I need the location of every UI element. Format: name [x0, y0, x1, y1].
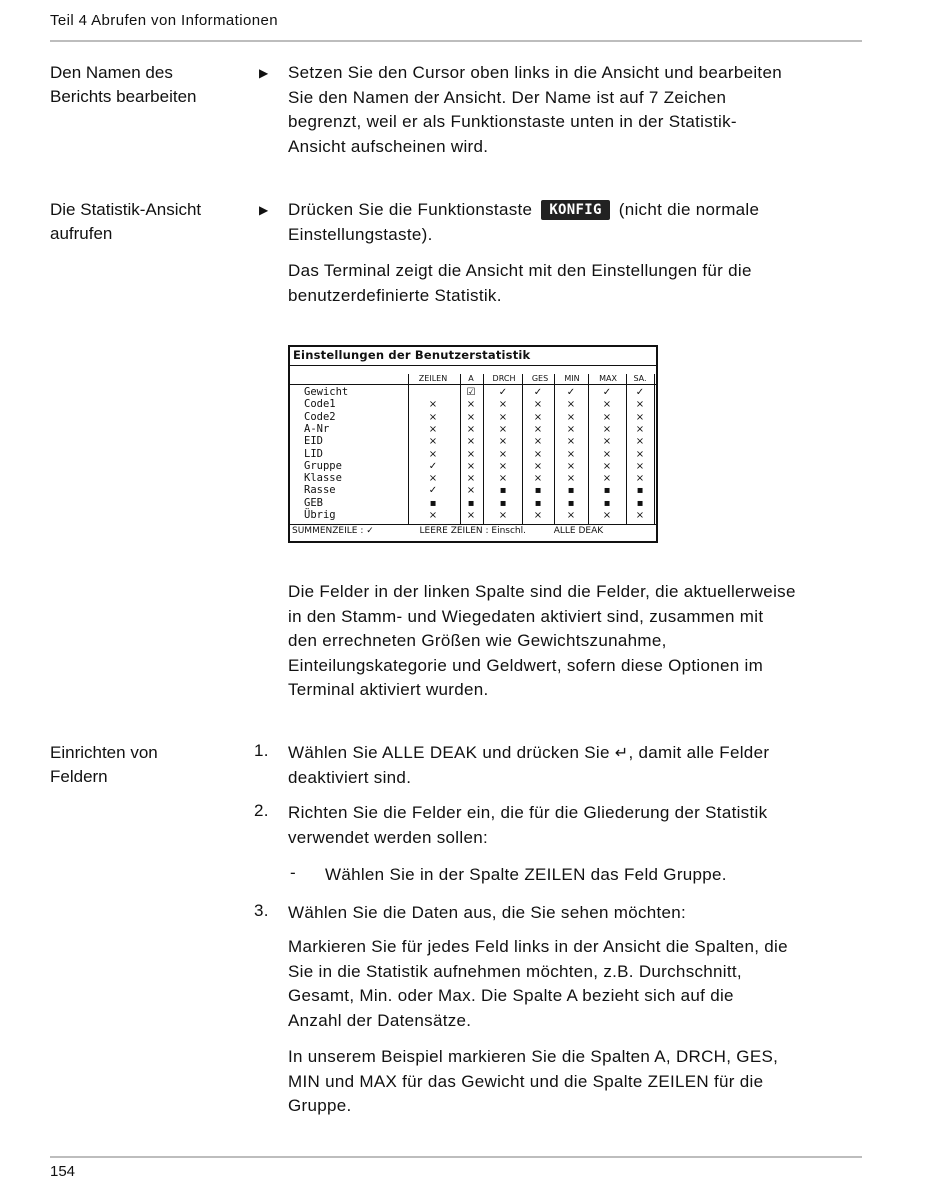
terminal-cell: ×	[466, 485, 476, 497]
terminal-field-name: LID	[304, 447, 323, 460]
text-line: begrenzt, weil er als Funktionstaste unten in der Statistik-	[288, 112, 737, 131]
terminal-cell: ×	[635, 448, 645, 460]
terminal-cell: ×	[498, 399, 508, 411]
text-line: Setzen Sie den Cursor oben links in die Ansicht und bearbeiten	[288, 63, 782, 82]
terminal-cell: ▪	[636, 497, 644, 509]
terminal-column-header: MAX	[599, 374, 617, 383]
terminal-cell: ×	[466, 448, 476, 460]
bullet-arrow-icon: ▶	[259, 66, 269, 80]
terminal-column-divider	[626, 374, 627, 525]
text-line: den errechneten Größen wie Gewichtszunahme,	[288, 631, 667, 650]
side-title-line: Einrichten von	[50, 743, 158, 762]
terminal-cell: ×	[635, 423, 645, 435]
terminal-divider	[290, 524, 656, 525]
text-line: benutzerdefinierte Statistik.	[288, 285, 502, 305]
terminal-cell: ✓	[428, 460, 438, 472]
terminal-cell: ×	[498, 473, 508, 485]
summenzeile: SUMMENZEILE : ✓	[292, 526, 374, 536]
text-line: deaktiviert sind.	[288, 767, 412, 787]
terminal-cell: ×	[566, 423, 576, 435]
terminal-column-header: MIN	[564, 374, 580, 383]
terminal-title: Einstellungen der Benutzerstatistik	[293, 348, 531, 362]
dash-marker: -	[290, 863, 296, 882]
step-3-para1	[288, 935, 848, 1033]
text-line: Die Felder in der linken Spalte sind die Felder, die aktuellerweise	[288, 582, 796, 601]
terminal-cell: ▪	[499, 485, 507, 497]
terminal-cell: ×	[533, 510, 543, 521]
text-line: Richten Sie die Felder ein, die für die Gliederung der Statistik	[288, 803, 768, 822]
terminal-cell: ▪	[534, 497, 542, 509]
terminal-cell: ▪	[603, 497, 611, 509]
terminal-cell: ×	[466, 510, 476, 521]
text-line: Anzahl der Datensätze.	[288, 1010, 472, 1030]
terminal-cell: ×	[466, 423, 476, 435]
enter-key-icon: ↵	[614, 743, 629, 762]
terminal-cell: ×	[498, 460, 508, 472]
terminal-cell: ▪	[636, 485, 644, 497]
text-line	[288, 198, 848, 223]
text-line: Gruppe.	[288, 1096, 352, 1115]
text-line: Gesamt, Min. oder Max. Die Spalte A bezieht sich auf die	[288, 986, 734, 1005]
terminal-field-name: Klasse	[304, 472, 342, 485]
terminal-cell: ×	[602, 473, 612, 485]
text-line: Markieren Sie für jedes Feld links in der Ansicht die Spalten, die	[288, 937, 788, 956]
terminal-cell: ×	[602, 411, 612, 423]
terminal-screenshot	[288, 345, 658, 543]
terminal-cell: ×	[533, 448, 543, 460]
side-title-open-view	[50, 198, 240, 246]
step-3-para2	[288, 1045, 848, 1119]
terminal-cell: ×	[635, 399, 645, 411]
text-line: verwendet werden sollen:	[288, 827, 488, 847]
terminal-field-name: Code2	[304, 410, 336, 423]
terminal-column-divider	[588, 374, 589, 525]
text-line: Ansicht aufscheinen wird.	[288, 136, 489, 156]
terminal-cell: ✓	[635, 387, 645, 398]
terminal-intro	[288, 259, 848, 308]
terminal-cell: ×	[533, 411, 543, 423]
bullet-post: (nicht die normale	[618, 200, 760, 219]
terminal-cell: ×	[566, 510, 576, 521]
terminal-cell: ×	[498, 510, 508, 521]
side-title-line: Den Namen des	[50, 63, 173, 82]
terminal-cell: ☑	[466, 387, 476, 398]
leere-zeilen: LEERE ZEILEN : Einschl.	[419, 526, 526, 536]
terminal-cell: ×	[533, 399, 543, 411]
side-title-setup-fields	[50, 741, 240, 789]
terminal-cell: ×	[466, 473, 476, 485]
text-line: Das Terminal zeigt die Ansicht mit den Einstellungen für die	[288, 261, 752, 280]
text-line: Sie den Namen der Ansicht. Der Name ist auf 7 Zeichen	[288, 87, 727, 107]
terminal-cell: ×	[566, 473, 576, 485]
terminal-cell: ✓	[602, 387, 612, 398]
step-number: 1.	[254, 741, 269, 760]
terminal-column-divider	[522, 374, 523, 525]
terminal-cell: ×	[566, 436, 576, 448]
step-1-text	[288, 741, 848, 790]
header-rule	[50, 40, 862, 42]
terminal-cell: ✓	[533, 387, 543, 398]
terminal-cell: ▪	[534, 485, 542, 497]
terminal-cell: ✓	[566, 387, 576, 398]
terminal-cell: ×	[602, 399, 612, 411]
alle-deak: ALLE DEAK	[553, 526, 604, 536]
step-3-text	[288, 901, 848, 926]
terminal-cell: ×	[428, 448, 438, 460]
terminal-cell: ▪	[499, 497, 507, 509]
terminal-cell: ▪	[467, 497, 475, 509]
footer-rule	[50, 1156, 862, 1158]
terminal-cell: ×	[635, 460, 645, 472]
terminal-cell: ×	[602, 448, 612, 460]
text-line: in den Stamm- und Wiegedaten aktiviert sind, zusammen mit	[288, 606, 764, 626]
terminal-cell: ×	[533, 423, 543, 435]
terminal-footer	[292, 526, 603, 536]
terminal-column-header: ZEILEN	[418, 374, 448, 383]
page-number: 154	[50, 1163, 76, 1180]
terminal-cell: ×	[466, 460, 476, 472]
terminal-cell: ×	[428, 399, 438, 411]
terminal-field-name: Gewicht	[304, 386, 349, 398]
terminal-field-name: Code1	[304, 398, 336, 411]
terminal-cell: ▪	[567, 497, 575, 509]
terminal-cell: ×	[602, 510, 612, 521]
terminal-cell: ×	[533, 460, 543, 472]
terminal-cell: ×	[533, 436, 543, 448]
terminal-cell: ×	[498, 411, 508, 423]
text-line: MIN und MAX für das Gewicht und die Spalte ZEILEN für die	[288, 1071, 764, 1091]
terminal-cell: ×	[635, 510, 645, 521]
terminal-cell: ×	[498, 448, 508, 460]
terminal-cell: ×	[428, 423, 438, 435]
text-line: In unserem Beispiel markieren Sie die Spalten A, DRCH, GES,	[288, 1047, 779, 1066]
terminal-cell: ×	[566, 411, 576, 423]
terminal-cell: ✓	[428, 485, 438, 497]
text-line: Einstellungstaste).	[288, 224, 433, 244]
step1-pre: Wählen Sie ALLE DEAK und drücken Sie	[288, 743, 610, 762]
terminal-field-name: Übrig	[304, 509, 336, 521]
terminal-field-name: A-Nr	[304, 422, 330, 435]
side-title-line: Die Statistik-Ansicht	[50, 200, 202, 219]
text-line: Einteilungskategorie und Geldwert, sofern diese Optionen im	[288, 655, 764, 675]
terminal-column-divider	[654, 374, 655, 525]
step-2-sub	[325, 863, 885, 888]
side-title-rename	[50, 61, 240, 109]
terminal-cell: ✓	[498, 387, 508, 398]
terminal-cell: ×	[428, 473, 438, 485]
step-number: 3.	[254, 901, 269, 920]
konfig-key: KONFIG	[541, 200, 609, 220]
terminal-cell: ×	[466, 399, 476, 411]
open-view-text	[288, 198, 848, 247]
bullet-pre: Drücken Sie die Funktionstaste	[288, 200, 533, 219]
terminal-cell: ×	[533, 473, 543, 485]
rename-text	[288, 61, 848, 159]
terminal-field-name: Rasse	[304, 484, 336, 497]
terminal-cell: ×	[602, 423, 612, 435]
page-header: Teil 4 Abrufen von Informationen	[50, 12, 278, 29]
terminal-cell: ×	[635, 411, 645, 423]
terminal-cell: ×	[428, 510, 438, 521]
terminal-cell: ×	[498, 423, 508, 435]
terminal-cell: ×	[428, 411, 438, 423]
terminal-field-name: GEB	[304, 496, 323, 509]
terminal-cell: ▪	[567, 485, 575, 497]
side-title-line: Berichts bearbeiten	[50, 87, 197, 106]
terminal-cell: ▪	[603, 485, 611, 497]
bullet-arrow-icon: ▶	[259, 203, 269, 217]
terminal-column-header: A	[468, 374, 474, 383]
side-title-line: Feldern	[50, 767, 108, 786]
fields-explanation	[288, 580, 848, 703]
terminal-field-name: Gruppe	[304, 459, 342, 472]
step-2-text	[288, 801, 848, 850]
terminal-cell: ×	[635, 436, 645, 448]
text-line	[288, 741, 848, 766]
step-number: 2.	[254, 801, 269, 820]
terminal-column-header: SA.	[633, 374, 647, 383]
terminal-cell: ×	[498, 436, 508, 448]
terminal-divider	[290, 384, 656, 385]
terminal-cell: ▪	[429, 497, 437, 509]
terminal-column-divider	[408, 374, 409, 525]
side-title-line: aufrufen	[50, 224, 113, 243]
terminal-cell: ×	[602, 460, 612, 472]
terminal-cell: ×	[466, 436, 476, 448]
terminal-column-header: GES	[531, 374, 549, 383]
terminal-cell: ×	[466, 411, 476, 423]
step1-post: , damit alle Felder	[628, 743, 770, 762]
text-line: Sie in die Statistik aufnehmen möchten, z.B. Durchschnitt,	[288, 961, 742, 981]
terminal-cell: ×	[602, 436, 612, 448]
terminal-field-name: EID	[304, 435, 323, 448]
terminal-column-header: DRCH	[492, 374, 516, 383]
terminal-cell: ×	[566, 448, 576, 460]
text-line: Terminal aktiviert wurden.	[288, 680, 489, 699]
text-line: Wählen Sie in der Spalte ZEILEN das Feld Gruppe.	[325, 865, 727, 884]
terminal-cell: ×	[566, 460, 576, 472]
text-line: Wählen Sie die Daten aus, die Sie sehen möchten:	[288, 903, 687, 922]
terminal-column-divider	[483, 374, 484, 525]
terminal-cell: ×	[635, 473, 645, 485]
terminal-cell: ×	[566, 399, 576, 411]
terminal-column-divider	[554, 374, 555, 525]
terminal-divider	[290, 365, 656, 366]
terminal-cell: ×	[428, 436, 438, 448]
